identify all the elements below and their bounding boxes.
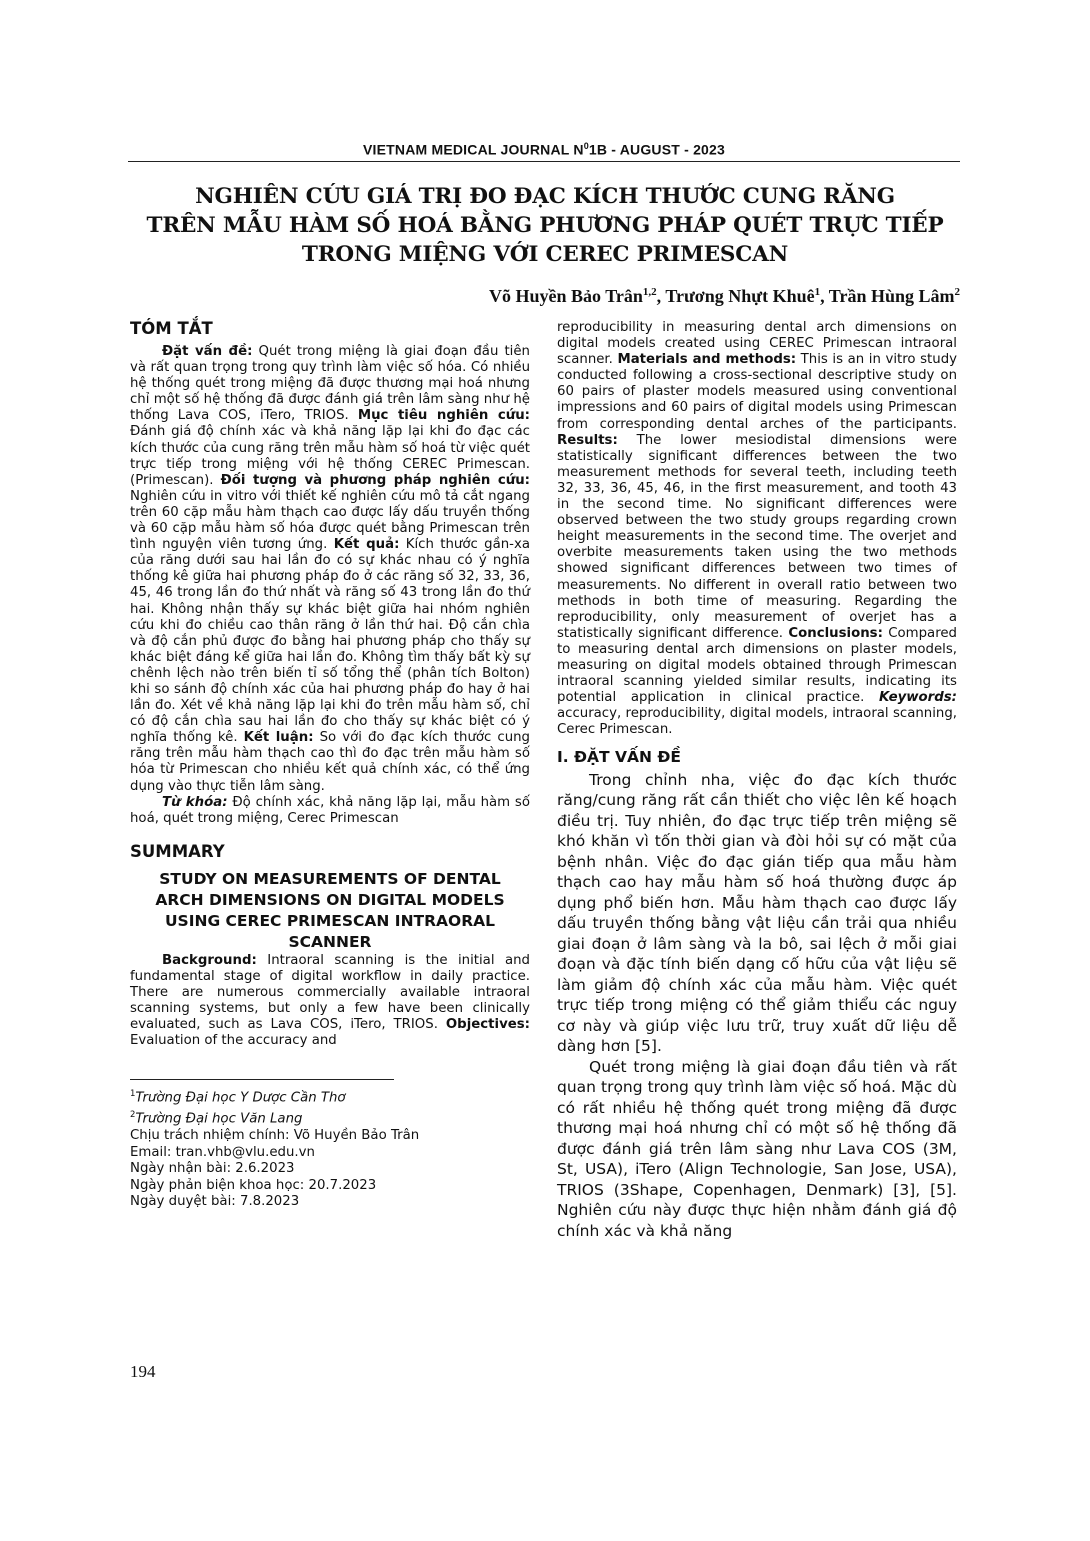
- footnote-affiliation-2: [130, 1107, 530, 1128]
- title-line-2: TRÊN MẪU HÀM SỐ HOÁ BẰNG PHƯƠNG PHÁP QUÉT TRỰC TIẾP: [146, 213, 944, 238]
- summary-label: Materials and methods:: [617, 352, 797, 368]
- summary-text: Intraoral scanning is the initial and fundamental stage of digital workflow in daily practice. There are numerous commercially available intraoral scanning systems, but only a few have been clinically evaluated, such as Lava COS, iTero, TRIOS.: [130, 952, 530, 1033]
- journal-issue-sup: 0: [583, 141, 589, 151]
- summary-text: Compared to measuring dental arch dimensions on plaster models, measuring on digital models obtained through Primescan intraoral scanning yielded similar results, indicating its potential application in clinical practice.: [557, 625, 957, 706]
- author-separator: ,: [820, 286, 829, 306]
- author-3: Trần Hùng Lâm: [828, 286, 955, 306]
- author-separator: ,: [656, 286, 666, 306]
- keywords-text: accuracy, reproducibility, digital models, intraoral scanning, Cerec Primescan.: [557, 706, 957, 738]
- author-1: Võ Huyền Bảo Trân: [489, 286, 643, 306]
- footnote-text: Trường Đại học Y Dược Cần Thơ: [135, 1090, 346, 1106]
- keywords-vi: [130, 795, 530, 827]
- author-2: Trương Nhựt Khuê: [665, 286, 815, 306]
- footnote-affiliation-1: [130, 1086, 530, 1107]
- intro-paragraph-1: Trong chỉnh nha, việc đo đạc kích thước răng/cung răng rất cần thiết cho việc lên kế hoạch điều trị. Tuy nhiên, đo đạc trực tiếp trên miệng sẽ khó khăn vì tốn thời gian và đòi hỏi sự có mặt của bệnh nhân. Việc đo đạc gián tiếp qua mẫu hàm thạch cao hay mẫu hàm số hoá thường được áp dụng phổ biến hơn. Mẫu hàm thạch cao được lấy dấu truyền thống bằng vật liệu cần trải qua nhiều giai đoạn ở lâm sàng và la bô, sai lệch ở mỗi giai đoạn và đặc tính biến dạng cố hữu của vật liệu sẽ làm giảm độ chính xác của mẫu hàm. Việc quét trực tiếp trong miệng có thể giảm thiểu các nguy cơ này và giúp việc lưu trữ, truy xuất dữ liệu dễ dàng hơn [5].: [557, 770, 957, 1056]
- summary-title: STUDY ON MEASUREMENTS OF DENTAL ARCH DIMENSIONS ON DIGITAL MODELS USING CEREC PRIMESCAN INTRAORAL SCANNER: [155, 869, 505, 951]
- keywords-text: Độ chính xác, khả năng lặp lại, mẫu hàm số hoá, quét trong miệng, Cerec Primescan: [130, 794, 531, 826]
- abstract-label: Đặt vấn đề:: [162, 344, 253, 359]
- summary-text: Evaluation of the accuracy and: [130, 1033, 337, 1049]
- summary-label: Results:: [557, 432, 618, 448]
- abstract-label: Kết quả:: [333, 537, 400, 553]
- article-title: [130, 182, 960, 269]
- footnote-reviewed: Ngày phản biện khoa học: 20.7.2023: [130, 1177, 377, 1193]
- summary-body-part1: [130, 953, 530, 1050]
- left-column: [130, 318, 530, 1211]
- abstract-text: So với đo đạc kích thước cung răng trên mẫu hàm thạch cao thì đo đạc trên mẫu hàm số hóa từ Primescan cho nhiều kết quả chính xác, có thể ứng dụng vào thực tiễn lâm sàng.: [130, 730, 530, 794]
- keywords-label: Từ khóa:: [162, 794, 228, 810]
- summary-text: This is an in vitro study conducted following a cross-sectional descriptive study on 60 pairs of plaster models measured using conventional impressions and 60 pairs of digital models using Primescan from corresponding dental arches of the participants.: [557, 352, 957, 432]
- header-rule: [128, 161, 960, 162]
- footnote-corresponding: Chịu trách nhiệm chính: Võ Huyền Bảo Trân: [130, 1128, 420, 1144]
- intro-heading: I. ĐẶT VẤN ĐỀ: [557, 748, 681, 767]
- summary-body-part2: [557, 320, 957, 738]
- summary-text: reproducibility in measuring dental arch dimensions on digital models created using CEREC Primescan intraoral scanner.: [557, 320, 957, 368]
- abstract-label: Kết luận:: [243, 730, 314, 746]
- intro-body: [557, 770, 957, 1242]
- abstract-text: Đánh giá độ chính xác và khả năng lặp lại khi đo đạc các kích thước của cung răng trên mẫu hàm số hoá từ việc quét trực tiếp trong miệng với hệ thống CEREC Primescan. (Primescan).: [130, 424, 530, 488]
- title-line-1: NGHIÊN CỨU GIÁ TRỊ ĐO ĐẠC KÍCH THƯỚC CUNG RĂNG: [195, 184, 895, 209]
- author-1-affiliation: 1,2: [642, 286, 657, 298]
- summary-text: The lower mesiodistal dimensions were statistically significant differences between the two measurement methods for several teeth, including teeth 32, 33, 36, 45, 46, in the first measurement, and tooth 43 in the second time. No significant differences were observed between the two study groups regarding crown height measurements in the second time. The overjet and overbite measurements taken using the two methods showed significant differences between two times of measurements. No different in overall ratio between two methods in both time of measuring. Regarding the reproducibility, only measurement of overjet has a statistically significant difference.: [557, 432, 957, 641]
- abstract-label: Mục tiêu nghiên cứu:: [357, 408, 530, 424]
- summary-label: Conclusions:: [788, 625, 883, 641]
- footnote-accepted: Ngày duyệt bài: 7.8.2023: [130, 1194, 300, 1210]
- footnote-marker: 1: [130, 1089, 136, 1100]
- title-line-3: TRONG MIỆNG VỚI CEREC PRIMESCAN: [301, 242, 789, 267]
- summary-heading: SUMMARY: [130, 841, 225, 861]
- author-2-affiliation: 1: [814, 286, 821, 298]
- footnote-received: Ngày nhận bài: 2.6.2023: [130, 1161, 295, 1177]
- abstract-text: Nghiên cứu in vitro với thiết kế nghiên cứu mô tả cắt ngang trên 60 cặp mẫu hàm thạch cao được lấy dấu truyền thống và 60 cặp mẫu hàm số hóa được quét bằng Primescan trên tình nguyện viên tương ứng.: [130, 488, 530, 553]
- page-number: 194: [130, 1362, 156, 1381]
- footnote-text: Trường Đại học Văn Lang: [135, 1111, 303, 1127]
- abstract-label: Đối tượng và phương pháp nghiên cứu:: [220, 472, 530, 488]
- right-column: [557, 320, 957, 1241]
- abstract-vi-body: [130, 344, 530, 795]
- intro-paragraph-2: Quét trong miệng là giai đoạn đầu tiên và rất quan trọng trong quy trình làm việc số hoá. Mặc dù có rất nhiều hệ thống quét trong miệng đã được thương mại hoá nhưng chỉ có một số hệ thống đã được đánh giá trên lâm sàng như Lava COS (3M, St, USA), iTero (Align Technologie, San Jose, USA), TRIOS (3Shape, Copenhagen, Denmark) [3], [5]. Nghiên cứu này được thực hiện nhằm đánh giá độ chính xác và khả năng: [557, 1057, 957, 1240]
- journal-name: VIETNAM MEDICAL JOURNAL N: [362, 141, 584, 158]
- footnote-marker: 2: [130, 1110, 136, 1121]
- footnote-rule: [130, 1079, 394, 1080]
- footnote-email: Email: tran.vhb@vlu.edu.vn: [130, 1144, 315, 1160]
- abstract-text: Kích thước gần-xa của răng dưới sau hai lần đo có sự khác nhau có ý nghĩa thống kê giữa hai phương pháp đo ở các răng số 32, 33, 36, 45, 46 trong lần đo thứ nhất và răng số 43 trong lần đo thứ hai. Không nhận thấy sự khác biệt giữa hai nhóm nghiên cứu khi đo chiều cao thân răng ở lần thứ hai. Độ cắn chìa và độ cắn phủ được đo bằng hai phương pháp cho thấy sự khác biệt đáng kể giữa hai lần đo. Không tìm thấy bất kỳ sự chênh lệch nào trên biến tỉ số tổng thể (phân tích Bolton) khi so sánh độ chính xác của hai phương pháp đo hay ở hai lần đo. Xét về khả năng lặp lại khi đo trên mẫu hàm số, chỉ có độ cắn chìa sau hai lần đo cho thấy sự khác biệt có ý nghĩa thống kê.: [130, 537, 530, 746]
- abstract-vi-heading: TÓM TẮT: [130, 319, 213, 338]
- summary-label: Objectives:: [445, 1017, 530, 1033]
- abstract-text: Quét trong miệng là giai đoạn đầu tiên và rất quan trọng trong quy trình làm việc số hóa. Có nhiều hệ thống quét trong miệng đã được thương mại hoá nhưng chỉ một số hệ thống đã được đánh giá trên lâm sàng như hệ thống Lava COS, iTero, TRIOS.: [130, 344, 530, 424]
- author-3-affiliation: 2: [954, 286, 960, 298]
- keywords-label: Keywords:: [879, 690, 957, 706]
- journal-issue-date: 1B - AUGUST - 2023: [588, 141, 726, 158]
- journal-header: [128, 141, 960, 158]
- summary-label: Background:: [162, 952, 257, 968]
- author-list: [489, 286, 960, 307]
